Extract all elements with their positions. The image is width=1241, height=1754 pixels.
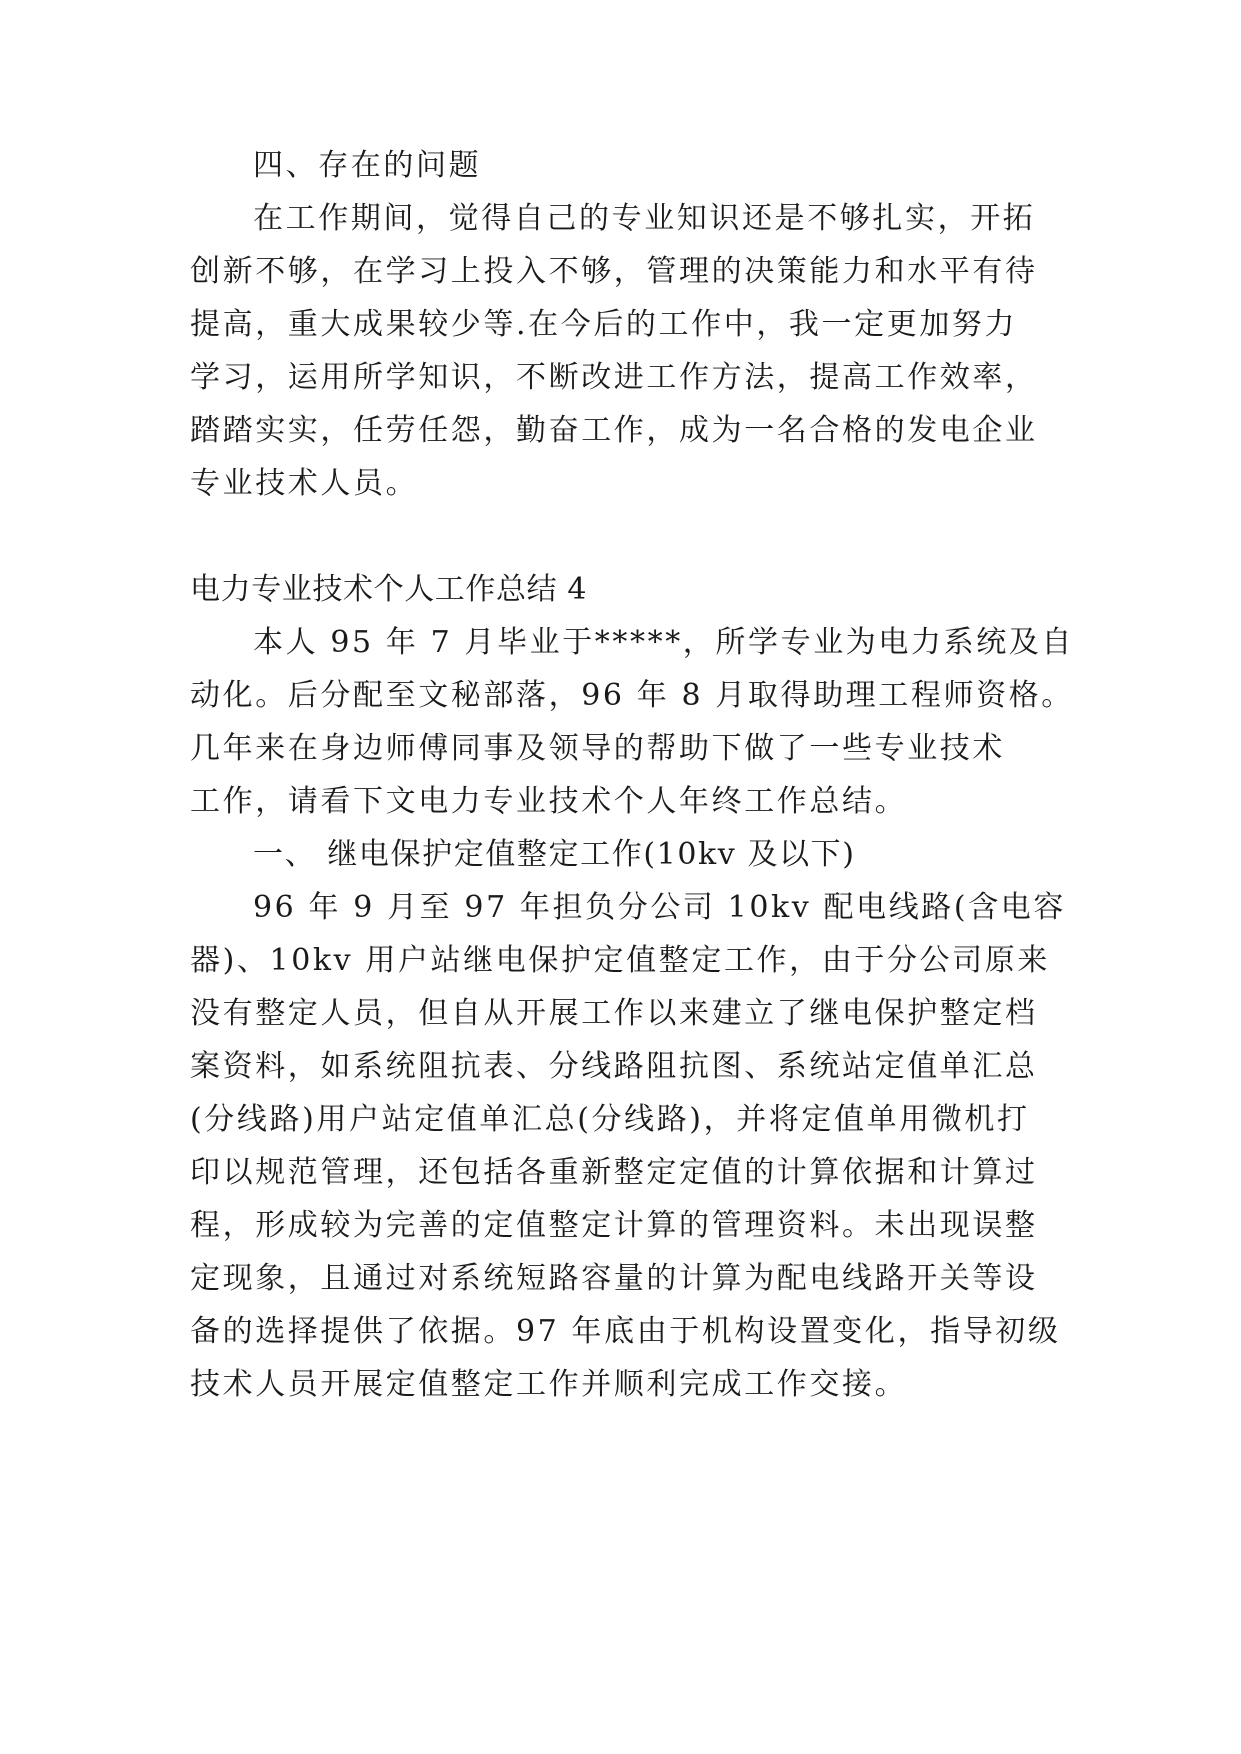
paragraph-line: 学习，运用所学知识，不断改进工作方法，提高工作效率， (190, 360, 1038, 395)
paragraph-line: 在工作期间，觉得自己的专业知识还是不够扎实，开拓 (253, 201, 1036, 236)
paragraph-line: 提高，重大成果较少等.在今后的工作中，我一定更加努力 (190, 307, 1018, 342)
paragraph-line: 专业技术人员。 (190, 466, 419, 501)
paragraph-line: 程，形成较为完善的定值整定计算的管理资料。未出现误整 (190, 1208, 1038, 1243)
section-heading: 四、存在的问题 (253, 148, 482, 183)
paragraph-line: 定现象，且通过对系统短路容量的计算为配电线路开关等设 (190, 1261, 1038, 1296)
paragraph-line: 备的选择提供了依据。97 年底由于机构设置变化，指导初级 (190, 1314, 1061, 1349)
paragraph-line: 案资料，如系统阻抗表、分线路阻抗图、系统站定值单汇总 (190, 1049, 1038, 1084)
paragraph-line: 96 年 9 月至 97 年担负分公司 10kv 配电线路(含电容 (253, 890, 1066, 925)
paragraph-line: 动化。后分配至文秘部落，96 年 8 月取得助理工程师资格。 (190, 678, 1074, 713)
paragraph-line: 器)、10kv 用户站继电保护定值整定工作，由于分公司原来 (190, 943, 1050, 978)
paragraph-line: 没有整定人员，但自从开展工作以来建立了继电保护整定档 (190, 996, 1038, 1031)
paragraph-line: 本人 95 年 7 月毕业于*****，所学专业为电力系统及自 (253, 625, 1075, 660)
paragraph-line: 踏踏实实，任劳任怨，勤奋工作，成为一名合格的发电企业 (190, 413, 1038, 448)
paragraph-line: 工作，请看下文电力专业技术个人年终工作总结。 (190, 784, 908, 819)
paragraph-line: 技术人员开展定值整定工作并顺利完成工作交接。 (190, 1367, 908, 1402)
paragraph-line: (分线路)用户站定值单汇总(分线路)，并将定值单用微机打 (190, 1102, 1030, 1137)
paragraph-line: 几年来在身边师傅同事及领导的帮助下做了一些专业技术 (190, 731, 1005, 766)
paragraph-line: 创新不够，在学习上投入不够，管理的决策能力和水平有待 (190, 254, 1038, 289)
section-subheading: 一、 继电保护定值整定工作(10kv 及以下) (253, 837, 856, 872)
paragraph-line: 印以规范管理，还包括各重新整定定值的计算依据和计算过 (190, 1155, 1038, 1190)
document-title: 电力专业技术个人工作总结 4 (190, 572, 588, 607)
